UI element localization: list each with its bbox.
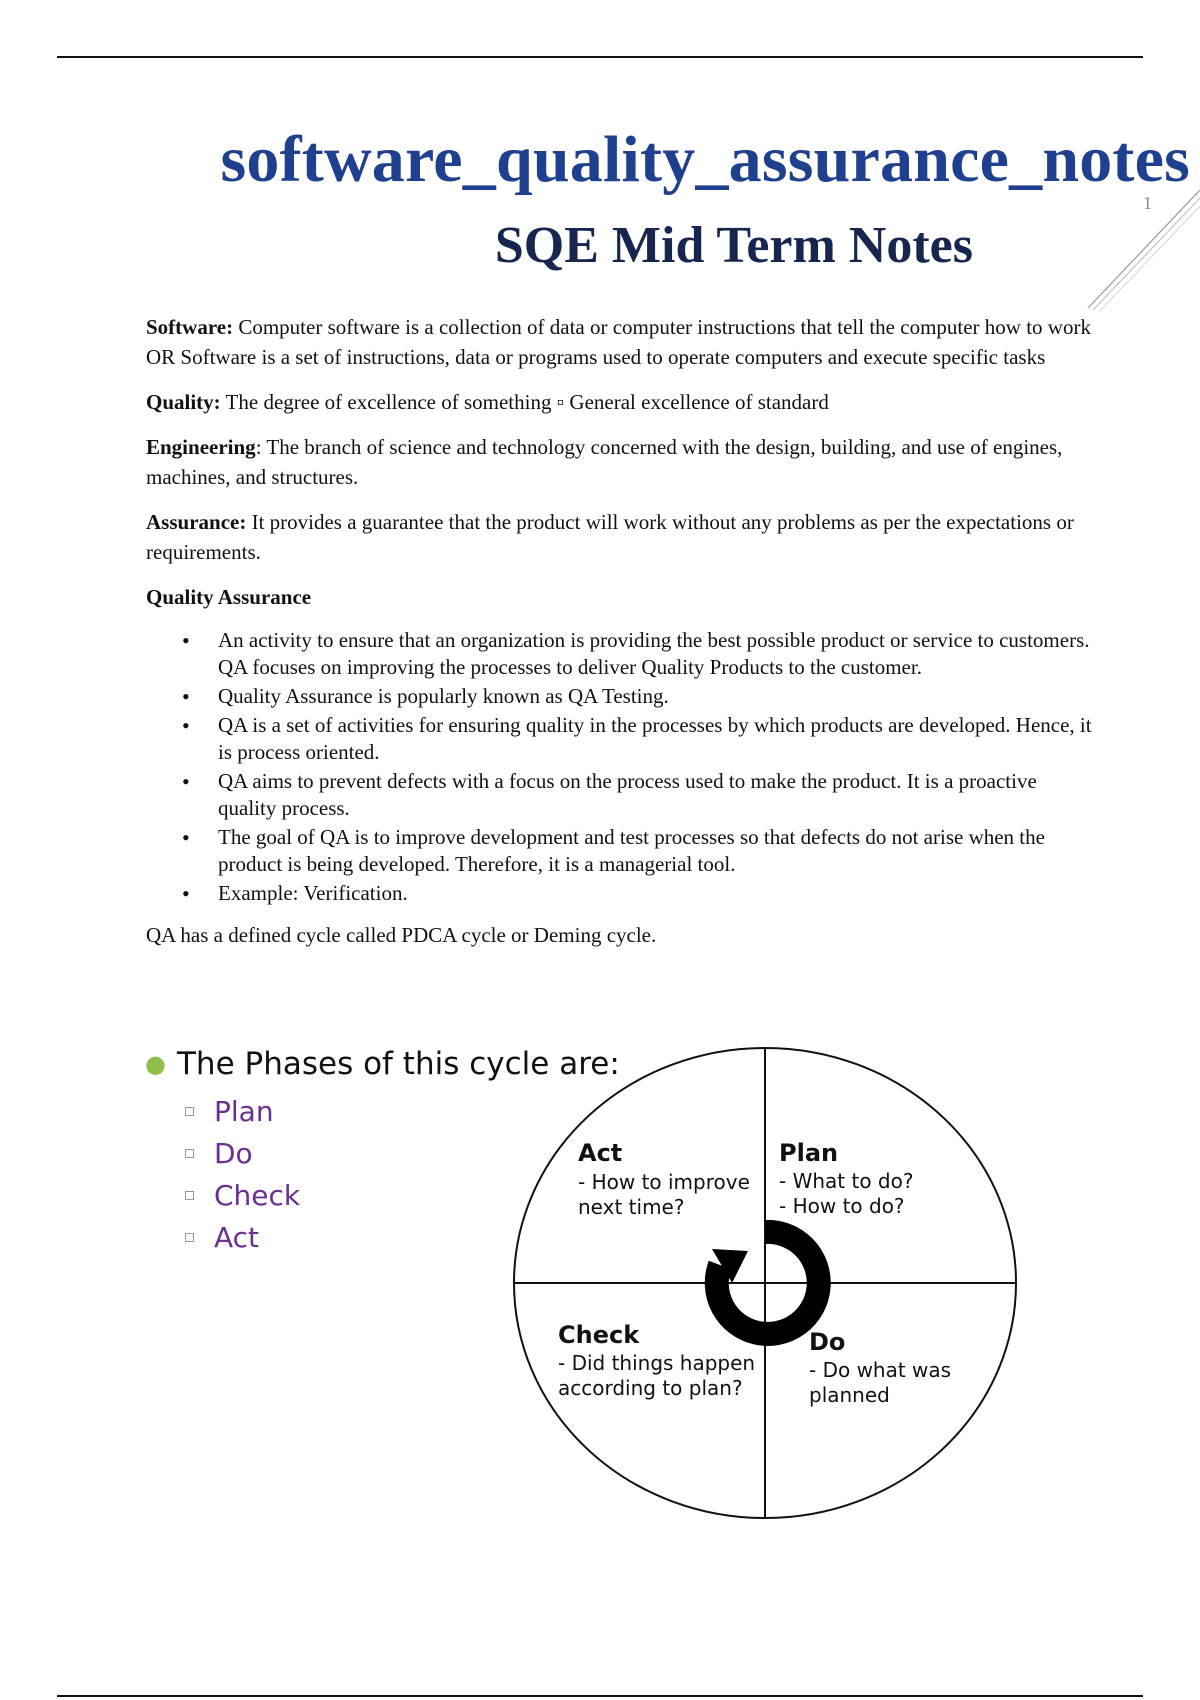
- phase-label: Check: [214, 1178, 301, 1212]
- definition-term: Quality:: [146, 390, 221, 414]
- page-number: 1: [1143, 193, 1152, 213]
- list-item: • An activity to ensure that an organization is providing the best possible product or service to customers. QA focuses on improving the processes to deliver Quality Products to the customer.: [218, 627, 1096, 681]
- definition-text: It provides a guarantee that the product will work without any problems as per the expectations or requirements.: [146, 510, 1074, 564]
- list-item: • Example: Verification.: [218, 880, 1096, 907]
- quadrant-check-line1: - Did things happen: [558, 1351, 756, 1375]
- square-bullet-icon: [185, 1191, 194, 1200]
- square-bullet-icon: [185, 1233, 194, 1242]
- pdca-cycle-diagram: [510, 1043, 1020, 1523]
- top-rule: [57, 56, 1143, 58]
- quadrant-check-line2: according to plan?: [558, 1376, 743, 1400]
- quadrant-check-title: Check: [558, 1321, 640, 1349]
- quadrant-plan-line1: - What to do?: [779, 1169, 914, 1193]
- quadrant-do-title: Do: [809, 1328, 846, 1356]
- quadrant-act-line1: - How to improve: [578, 1170, 750, 1194]
- page-subtitle: SQE Mid Term Notes: [494, 217, 973, 274]
- list-item: • The goal of QA is to improve development and test processes so that defects do not arise when the product is being developed. Therefore, it is a managerial tool.: [218, 824, 1096, 878]
- definition-software: [146, 312, 1096, 372]
- quadrant-plan-title: Plan: [779, 1139, 839, 1167]
- qa-heading: Quality Assurance: [146, 585, 312, 609]
- definition-text: : The branch of science and technology concerned with the design, building, and use of engines, machines, and structures.: [146, 435, 1063, 489]
- quadrant-act-line2: next time?: [578, 1195, 685, 1219]
- quadrant-do-line2: planned: [809, 1383, 890, 1407]
- phases-title-text: The Phases of this cycle are:: [177, 1046, 620, 1082]
- notes-body: [146, 312, 1096, 965]
- definition-quality: [146, 387, 1096, 417]
- phase-label: Plan: [214, 1094, 274, 1128]
- quadrant-plan-line2: - How to do?: [779, 1194, 905, 1218]
- list-item: • Quality Assurance is popularly known as QA Testing.: [218, 683, 1096, 710]
- definition-term: Engineering: [146, 435, 256, 459]
- bottom-rule: [57, 1695, 1143, 1697]
- bullet-dot-icon: ●: [145, 1050, 166, 1078]
- list-item: • QA aims to prevent defects with a focus on the process used to make the product. It is a proactive quality process.: [218, 768, 1096, 822]
- definition-assurance: [146, 507, 1096, 567]
- definition-term: Software:: [146, 315, 234, 339]
- phase-label: Act: [214, 1220, 260, 1254]
- definition-term: Assurance:: [146, 510, 247, 534]
- qa-bullet-list: [146, 627, 1096, 907]
- corner-decoration: [1085, 190, 1200, 315]
- phase-label: Do: [214, 1136, 253, 1170]
- quadrant-do-line1: - Do what was: [809, 1358, 952, 1382]
- definition-text: The degree of excellence of something ▫ General excellence of standard: [220, 390, 829, 414]
- square-bullet-icon: [185, 1107, 194, 1116]
- pdca-sentence: QA has a defined cycle called PDCA cycle or Deming cycle.: [146, 923, 657, 947]
- document-title: software_quality_assurance_notes: [220, 123, 1190, 196]
- square-bullet-icon: [185, 1149, 194, 1158]
- definition-engineering: [146, 432, 1096, 492]
- list-item: • QA is a set of activities for ensuring quality in the processes by which products are developed. Hence, it is process oriented.: [218, 712, 1096, 766]
- definition-text: Computer software is a collection of data or computer instructions that tell the computer how to work OR Software is a set of instructions, data or programs used to operate computers and execute specific tasks: [146, 315, 1091, 369]
- quadrant-act-title: Act: [578, 1139, 623, 1167]
